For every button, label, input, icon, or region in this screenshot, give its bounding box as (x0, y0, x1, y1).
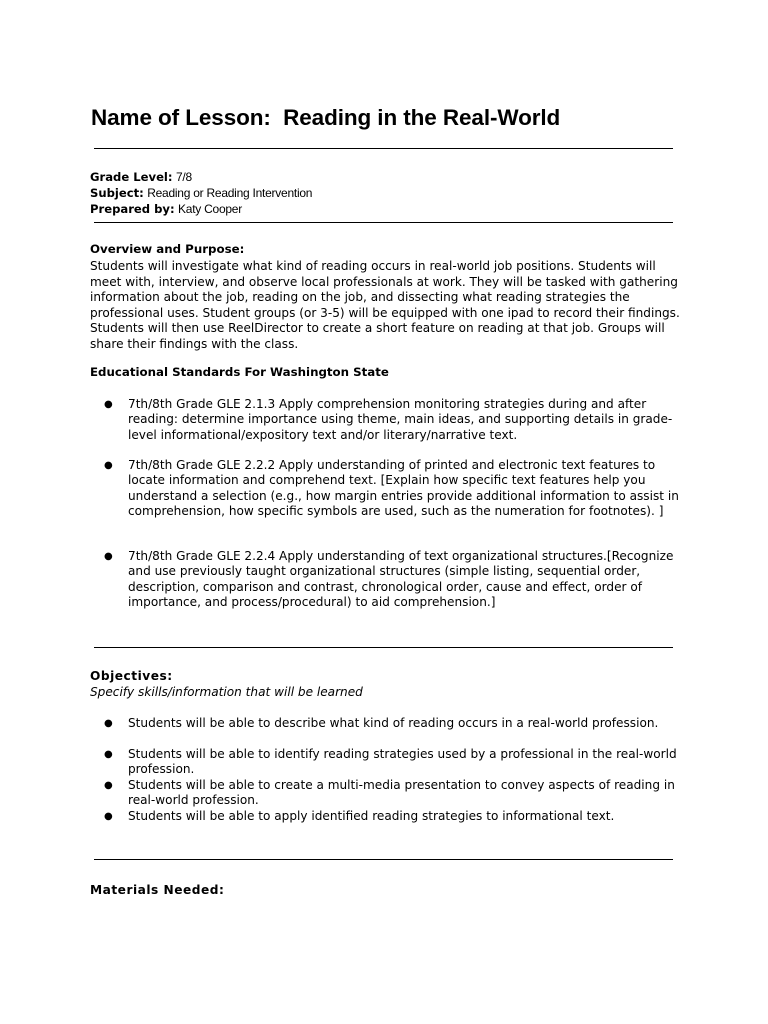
meta-divider (94, 222, 673, 223)
objectives-heading: Objectives: (90, 669, 173, 683)
overview-heading: Overview and Purpose: (90, 242, 245, 256)
standard-text: 7th/8th Grade GLE 2.2.4 Apply understanding of text organizational structures.[Recognize and use previously taught organizational structures (simple listing, sequential order, description, comparison and contrast, chronological order, cause and effect, order of importance, and process/procedural) to aid comprehension.] (128, 549, 674, 610)
prepared-by-line (90, 201, 312, 217)
standards-divider (94, 647, 673, 648)
standard-item (104, 549, 684, 611)
bullet-icon: ● (104, 460, 113, 471)
bullet-icon: ● (104, 811, 113, 822)
subject-value: Reading or Reading Intervention (147, 186, 313, 200)
grade-level-label: Grade Level: (90, 170, 173, 184)
bullet-icon: ● (104, 551, 113, 562)
objectives-subtitle: Specify skills/information that will be learned (90, 685, 363, 699)
objective-text: Students will be able to create a multi-media presentation to convey aspects of reading in real-world profession. (128, 778, 675, 808)
standard-item (104, 397, 684, 443)
bullet-icon: ● (104, 399, 113, 410)
objective-item (104, 809, 684, 824)
objective-item (104, 716, 684, 731)
prepared-by-label: Prepared by: (90, 202, 175, 216)
objective-item (104, 778, 684, 809)
subject-line (90, 185, 312, 201)
materials-heading: Materials Needed: (90, 883, 225, 897)
objective-text: Students will be able to apply identified reading strategies to informational text. (128, 809, 615, 823)
standard-item (104, 458, 684, 520)
title-divider (94, 148, 673, 149)
lesson-meta (90, 169, 312, 217)
grade-level-line (90, 169, 312, 185)
objective-text: Students will be able to describe what kind of reading occurs in a real-world profession. (128, 716, 659, 730)
standard-text: 7th/8th Grade GLE 2.1.3 Apply comprehension monitoring strategies during and after reading: determine importance using theme, main ideas, and supporting details in grade-level informational/expository text and/or literary/narrative text. (128, 397, 673, 442)
objectives-divider (94, 859, 673, 860)
grade-level-value: 7/8 (175, 170, 192, 184)
prepared-by-value: Katy Cooper (178, 202, 242, 216)
objective-text: Students will be able to identify reading strategies used by a professional in the real-world profession. (128, 747, 677, 777)
standard-text: 7th/8th Grade GLE 2.2.2 Apply understanding of printed and electronic text features to locate information and comprehend text. [Explain how specific text features help you understand a selection (e.g., how margin entries provide additional information to assist in comprehension, how specific symbols are used, such as the numeration for footnotes). ] (128, 458, 679, 519)
lesson-title: Name of Lesson: Reading in the Real-World (91, 105, 561, 130)
bullet-icon: ● (104, 780, 113, 791)
bullet-icon: ● (104, 749, 113, 760)
subject-label: Subject: (90, 186, 144, 200)
standards-heading: Educational Standards For Washington State (90, 365, 389, 379)
bullet-icon: ● (104, 718, 113, 729)
overview-body: Students will investigate what kind of reading occurs in real-world job positions. Students will meet with, interview, and observe local professionals at work. They will be tasked with gathering information about the job, reading on the job, and dissecting what reading strategies the professional uses. Student groups (or 3-5) will be equipped with one ipad to record their findings. Students will then use ReelDirector to create a short feature on reading at that job. Groups will share their findings with the class. (90, 259, 680, 351)
objective-item (104, 747, 684, 778)
